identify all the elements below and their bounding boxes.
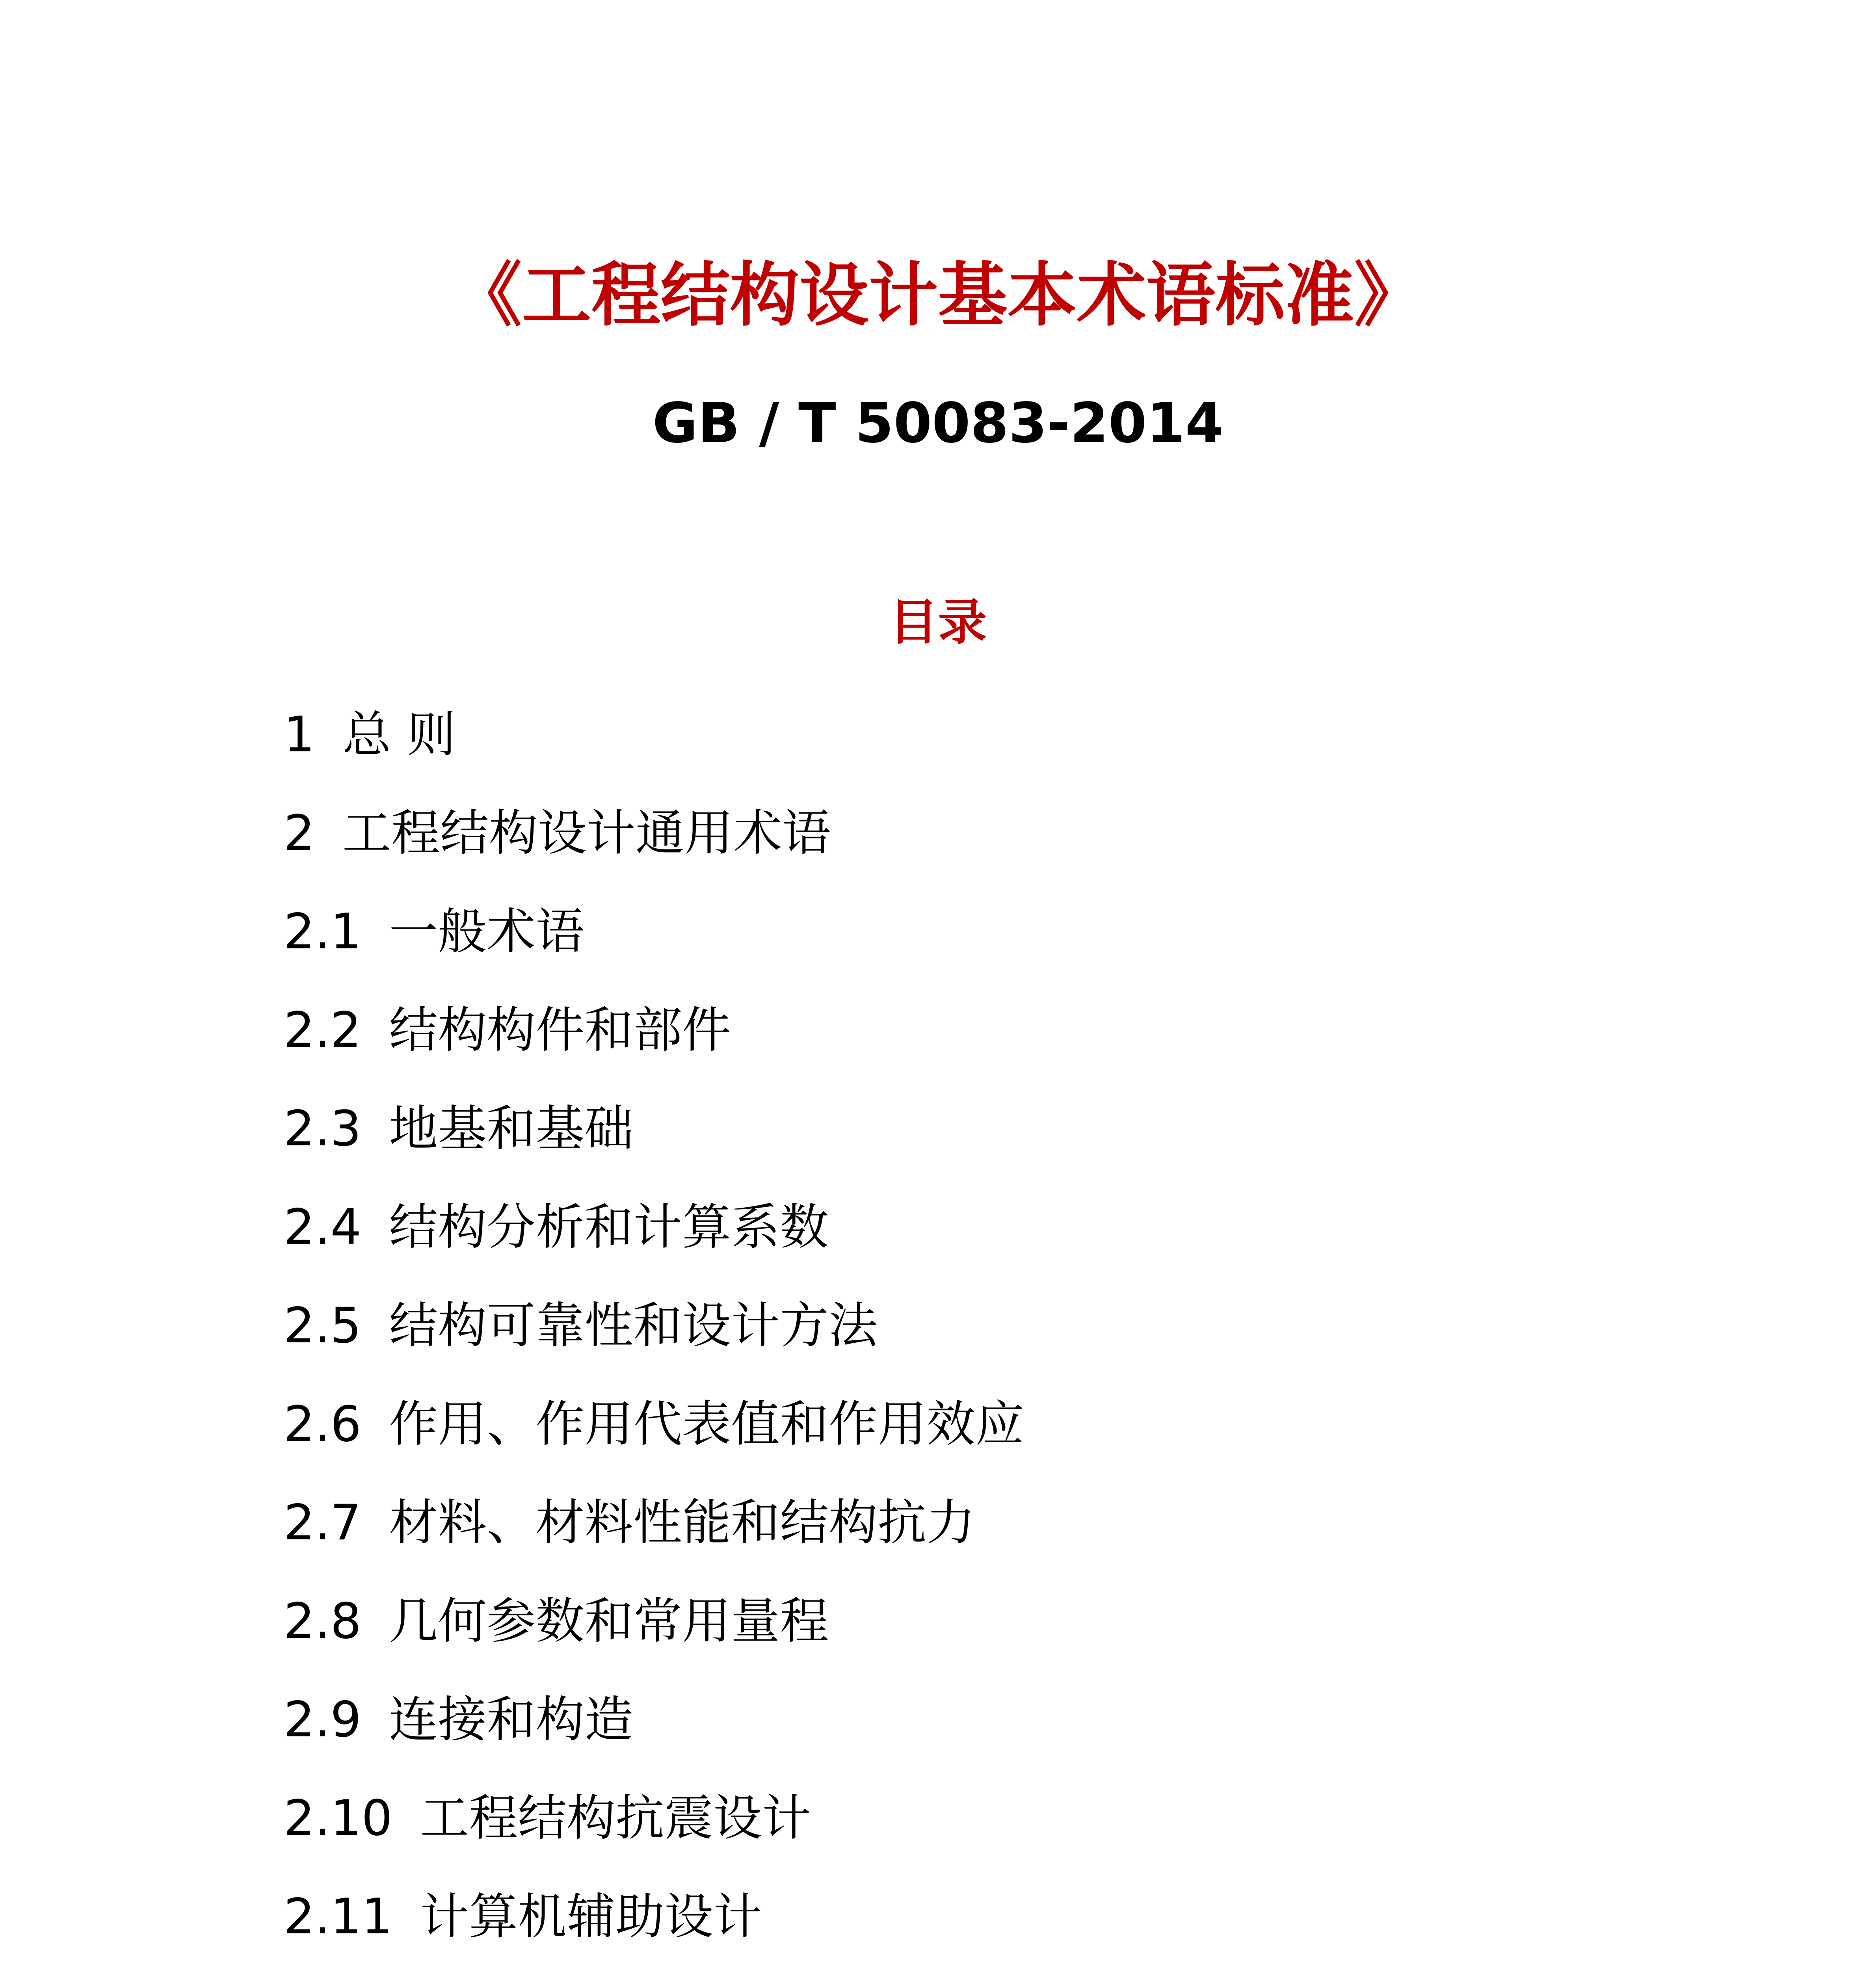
toc-item-number: 2.2 [284,1002,362,1059]
toc-item-number [284,1966,392,1970]
toc-heading: 目录 [889,594,987,651]
toc-item-2-4 [284,1178,1623,1277]
toc-item-number: 1 [284,706,315,763]
toc-item-2-10 [284,1769,1623,1868]
toc-item-label: 连接和构造 [389,1691,634,1748]
toc-item-label: 几何参数和常用量程 [389,1593,829,1650]
toc-item-2-6 [284,1375,1623,1474]
toc-item-label: 工程结构设计通用术语 [342,805,831,862]
standard-code: GB / T 50083-2014 [652,391,1224,455]
toc-item-2-3 [284,1080,1623,1178]
toc-item-label: 结构分析和计算系数 [389,1199,829,1256]
toc-item-number: 2.1 [284,903,362,960]
toc-item-2-8 [284,1572,1623,1671]
toc-item-2 [284,784,1623,883]
toc-item-2-5 [284,1277,1623,1375]
toc-item-label: 材料、材料性能和结构抗力 [389,1494,976,1551]
toc-item-label: 一般术语 [389,903,585,960]
toc-item-number: 2.8 [284,1593,362,1650]
toc-item-number: 2.10 [284,1790,393,1847]
toc-item-number: 2.7 [284,1494,362,1551]
toc-item-2-11 [284,1868,1623,1966]
document-title: 《工程结构设计基本术语标准》 [452,255,1424,336]
toc-item-2-1 [284,883,1623,981]
table-of-contents [284,686,1623,1970]
toc-item-number: 2.9 [284,1691,362,1748]
toc-item-number: 2.5 [284,1297,362,1354]
toc-item-label: 作用、作用代表值和作用效应 [389,1396,1024,1453]
toc-item-number: 2.3 [284,1100,362,1157]
toc-item-2-2 [284,981,1623,1080]
toc-item-label: 总 则 [342,706,456,763]
toc-item-1 [284,686,1623,784]
toc-item-number: 2.4 [284,1199,362,1256]
toc-item-number: 2.11 [284,1888,393,1945]
toc-item-label: 结构构件和部件 [389,1002,731,1059]
toc-item-2-12 [284,1966,1623,1970]
toc-item-2-9 [284,1671,1623,1769]
toc-item-label: 计算机辅助设计 [420,1888,762,1945]
toc-item-number: 2 [284,805,315,862]
toc-item-number: 2.6 [284,1396,362,1453]
toc-item-2-7 [284,1474,1623,1572]
toc-item-label: 地基和基础 [389,1100,634,1157]
toc-item-label: 结构可靠性和设计方法 [389,1297,878,1354]
toc-item-label: 工程结构抗震设计 [420,1790,811,1847]
